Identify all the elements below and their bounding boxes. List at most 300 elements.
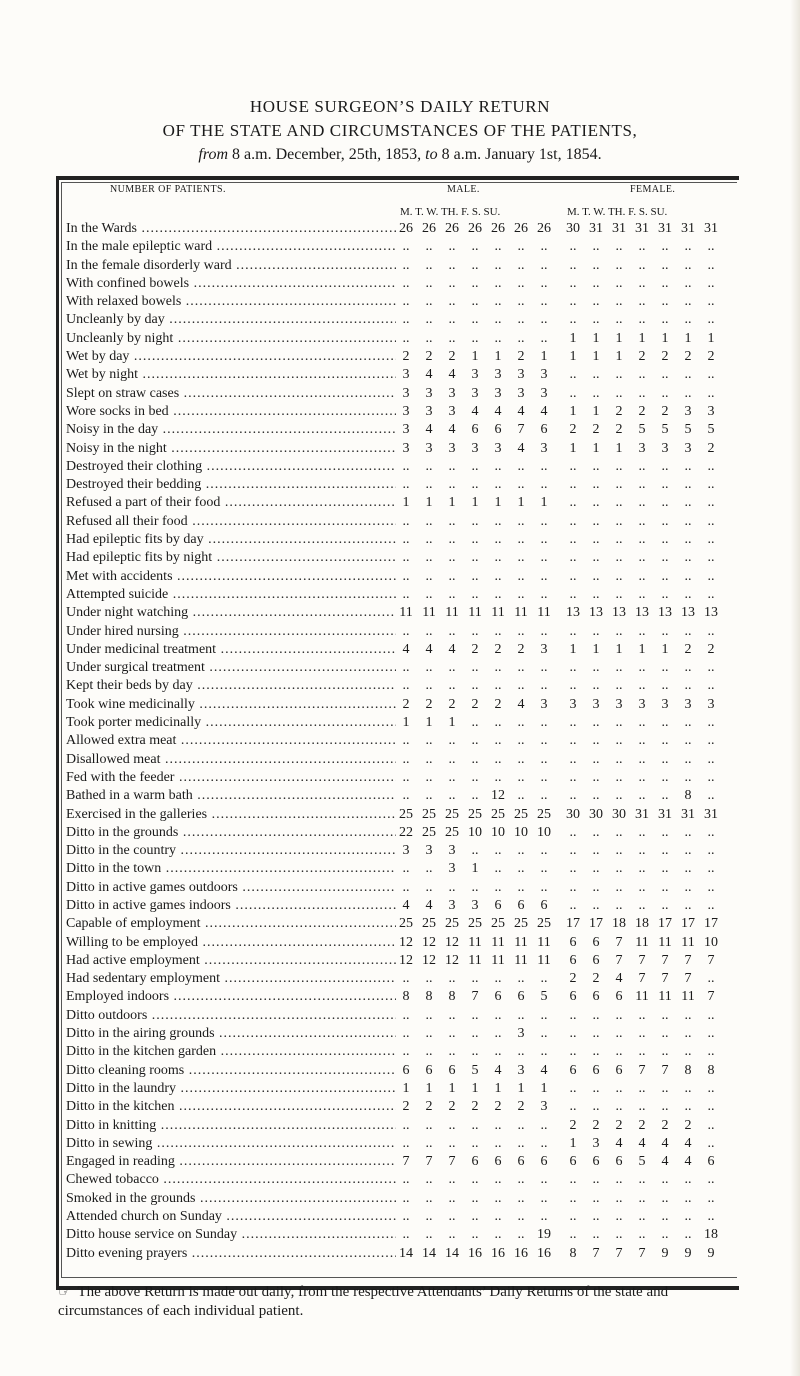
row-label: In the male epileptic ward .....	[66, 238, 396, 256]
male-cell: 6	[494, 989, 502, 1005]
male-cell: 2	[448, 1099, 456, 1115]
male-cell: ..	[540, 879, 548, 895]
female-values	[563, 806, 736, 824]
female-cell: 3	[684, 403, 692, 419]
male-cell: 3	[517, 367, 525, 383]
table-row	[66, 604, 736, 622]
male-cell: 25	[422, 916, 436, 932]
female-values	[563, 1007, 736, 1025]
female-cell: 1	[569, 440, 577, 456]
female-cell: ..	[615, 897, 623, 913]
female-values	[563, 440, 736, 458]
female-cell: ..	[684, 715, 692, 731]
female-cell: 6	[569, 1154, 577, 1170]
male-values	[396, 586, 563, 604]
male-cell: 3	[448, 897, 456, 913]
male-cell: ..	[425, 733, 433, 749]
female-cell: ..	[569, 751, 577, 767]
row-label: Under hired nursing .....	[66, 623, 396, 641]
male-cell: ..	[425, 275, 433, 291]
table-row	[66, 1043, 736, 1061]
male-cell: 11	[491, 952, 505, 968]
female-cell: ..	[638, 1026, 646, 1042]
female-cell: ..	[638, 843, 646, 859]
female-cell: ..	[707, 769, 715, 785]
row-label: Under surgical treatment .....	[66, 659, 396, 677]
male-cell: 2	[471, 696, 479, 712]
male-cell: 1	[471, 495, 479, 511]
female-cell: 1	[638, 641, 646, 657]
row-label: Wet by day .....	[66, 348, 396, 366]
female-cell: ..	[684, 532, 692, 548]
male-cell: 11	[445, 605, 459, 621]
male-values	[396, 220, 563, 238]
male-values	[396, 1226, 563, 1244]
female-values	[563, 1098, 736, 1116]
male-cell: 2	[448, 696, 456, 712]
female-cell: 2	[592, 971, 600, 987]
female-values	[563, 787, 736, 805]
female-cell: ..	[569, 550, 577, 566]
male-cell: 3	[494, 440, 502, 456]
female-values	[563, 275, 736, 293]
male-cell: ..	[517, 971, 525, 987]
female-cell: 4	[661, 1154, 669, 1170]
male-cell: 2	[402, 696, 410, 712]
female-cell: ..	[707, 257, 715, 273]
male-cell: ..	[517, 1135, 525, 1151]
male-cell: 4	[494, 1062, 502, 1078]
table-row	[66, 1062, 736, 1080]
female-cell: 2	[684, 1117, 692, 1133]
female-cell: ..	[707, 586, 715, 602]
male-cell: ..	[517, 586, 525, 602]
female-cell: 9	[707, 1245, 715, 1261]
female-cell: ..	[569, 513, 577, 529]
male-cell: ..	[540, 751, 548, 767]
male-cell: 25	[399, 916, 413, 932]
female-cell: 6	[569, 934, 577, 950]
male-cell: ..	[402, 1190, 410, 1206]
male-cell: ..	[471, 751, 479, 767]
female-cell: 11	[635, 934, 649, 950]
female-cell: 1	[569, 403, 577, 419]
female-cell: 2	[615, 422, 623, 438]
male-cell: ..	[471, 550, 479, 566]
male-cell: ..	[471, 1044, 479, 1060]
table-row	[66, 549, 736, 567]
female-cell: ..	[684, 257, 692, 273]
female-cell: ..	[661, 879, 669, 895]
male-cell: ..	[402, 1117, 410, 1133]
male-values	[396, 842, 563, 860]
female-cell: ..	[684, 495, 692, 511]
female-cell: ..	[615, 275, 623, 291]
female-cell: 5	[707, 422, 715, 438]
female-cell: ..	[592, 678, 600, 694]
female-cell: ..	[592, 385, 600, 401]
female-cell: 1	[569, 330, 577, 346]
female-cell: ..	[615, 367, 623, 383]
male-cell: 4	[402, 897, 410, 913]
female-cell: ..	[638, 733, 646, 749]
female-cell: ..	[592, 623, 600, 639]
row-label: Under medicinal treatment .....	[66, 641, 396, 659]
female-cell: ..	[638, 385, 646, 401]
female-cell: 5	[638, 422, 646, 438]
female-values	[563, 513, 736, 531]
male-cell: 26	[399, 221, 413, 236]
table-row	[66, 586, 736, 604]
female-cell: ..	[592, 788, 600, 804]
row-label: Attempted suicide .....	[66, 586, 396, 604]
male-values	[396, 494, 563, 512]
female-cell: 31	[704, 221, 718, 236]
male-cell: ..	[402, 532, 410, 548]
female-cell: 2	[638, 1117, 646, 1133]
female-cell: ..	[592, 294, 600, 310]
female-cell: ..	[661, 623, 669, 639]
male-cell: 6	[425, 1062, 433, 1078]
female-cell: ..	[661, 513, 669, 529]
female-cell: ..	[638, 623, 646, 639]
male-cell: 2	[517, 349, 525, 365]
female-values	[563, 842, 736, 860]
male-cell: ..	[425, 1135, 433, 1151]
female-cell: 6	[569, 1062, 577, 1078]
female-values	[563, 604, 736, 622]
title-line-2: OF THE STATE AND CIRCUMSTANCES OF THE PATIENTS,	[162, 121, 638, 140]
male-cell: ..	[494, 1117, 502, 1133]
male-cell: 11	[422, 605, 436, 621]
table-row	[66, 220, 736, 238]
female-values	[563, 1190, 736, 1208]
male-cell: ..	[517, 532, 525, 548]
male-cell: 3	[540, 641, 548, 657]
male-values	[396, 860, 563, 878]
patient-table-body	[66, 220, 736, 1263]
male-cell: ..	[517, 1190, 525, 1206]
row-label: Under night watching .....	[66, 604, 396, 622]
male-cell: 4	[471, 403, 479, 419]
female-cell: ..	[638, 239, 646, 255]
male-cell: ..	[425, 1026, 433, 1042]
column-header-number: NUMBER OF PATIENTS.	[110, 184, 226, 195]
row-label: Chewed tobacco .....	[66, 1171, 396, 1189]
female-cell: ..	[661, 385, 669, 401]
female-cell: ..	[638, 824, 646, 840]
female-cell: ..	[661, 1026, 669, 1042]
female-cell: 6	[569, 952, 577, 968]
female-cell: 1	[615, 440, 623, 456]
female-values	[563, 860, 736, 878]
male-cell: 6	[494, 1154, 502, 1170]
female-cell: ..	[661, 495, 669, 511]
row-label: Wore socks in bed .....	[66, 403, 396, 421]
female-cell: ..	[638, 1209, 646, 1225]
female-cell: 13	[566, 605, 580, 621]
table-row	[66, 897, 736, 915]
female-cell: ..	[638, 257, 646, 273]
female-cell: ..	[592, 275, 600, 291]
female-cell: ..	[707, 824, 715, 840]
male-cell: ..	[540, 1135, 548, 1151]
table-row	[66, 238, 736, 256]
male-cell: 1	[494, 349, 502, 365]
female-cell: ..	[707, 1172, 715, 1188]
female-cell: 6	[615, 989, 623, 1005]
male-cell: 12	[399, 952, 413, 968]
female-values	[563, 421, 736, 439]
female-cell: ..	[684, 568, 692, 584]
female-cell: 31	[681, 806, 695, 822]
row-label: Allowed extra meat .....	[66, 732, 396, 750]
male-values	[396, 641, 563, 659]
male-values	[396, 385, 563, 403]
male-cell: ..	[540, 788, 548, 804]
male-cell: ..	[425, 623, 433, 639]
male-cell: ..	[494, 1007, 502, 1023]
female-cell: ..	[638, 275, 646, 291]
table-row	[66, 970, 736, 988]
female-values	[563, 385, 736, 403]
male-cell: ..	[517, 312, 525, 328]
female-values	[563, 476, 736, 494]
female-cell: 5	[638, 1154, 646, 1170]
row-label: Met with accidents .....	[66, 568, 396, 586]
male-values	[396, 879, 563, 897]
female-cell: 18	[704, 1227, 718, 1243]
male-cell: ..	[494, 1135, 502, 1151]
female-cell: 7	[684, 952, 692, 968]
male-cell: 6	[471, 422, 479, 438]
female-cell: 1	[661, 641, 669, 657]
female-cell: ..	[569, 843, 577, 859]
male-cell: ..	[402, 477, 410, 493]
male-cell: ..	[425, 330, 433, 346]
male-cell: 1	[540, 1080, 548, 1096]
male-cell: ..	[425, 458, 433, 474]
female-cell: ..	[707, 495, 715, 511]
male-cell: 1	[471, 349, 479, 365]
table-row	[66, 1135, 736, 1153]
male-cell: 25	[445, 806, 459, 822]
table-row	[66, 440, 736, 458]
female-cell: ..	[684, 733, 692, 749]
male-values	[396, 806, 563, 824]
male-cell: ..	[402, 1227, 410, 1243]
male-cell: ..	[471, 568, 479, 584]
male-cell: 2	[517, 1099, 525, 1115]
male-cell: 25	[491, 916, 505, 932]
male-cell: ..	[471, 312, 479, 328]
male-cell: 2	[471, 641, 479, 657]
female-cell: 4	[661, 1135, 669, 1151]
female-values	[563, 1025, 736, 1043]
female-cell: ..	[592, 1026, 600, 1042]
table-row	[66, 751, 736, 769]
male-cell: ..	[540, 312, 548, 328]
female-values	[563, 403, 736, 421]
male-cell: ..	[540, 550, 548, 566]
female-values	[563, 1171, 736, 1189]
female-cell: 2	[707, 641, 715, 657]
male-cell: 3	[540, 385, 548, 401]
female-cell: 30	[589, 806, 603, 822]
female-cell: 31	[658, 806, 672, 822]
male-cell: 26	[514, 221, 528, 236]
table-row	[66, 952, 736, 970]
female-cell: ..	[615, 495, 623, 511]
male-cell: ..	[540, 1026, 548, 1042]
male-cell: 6	[540, 897, 548, 913]
female-cell: ..	[661, 1080, 669, 1096]
female-cell: ..	[569, 861, 577, 877]
female-cell: ..	[592, 861, 600, 877]
male-cell: ..	[402, 879, 410, 895]
female-cell: ..	[615, 1026, 623, 1042]
female-cell: ..	[661, 568, 669, 584]
row-label: Ditto house service on Sunday .....	[66, 1226, 396, 1244]
male-cell: ..	[448, 1135, 456, 1151]
female-cell: 18	[612, 916, 626, 932]
male-cell: ..	[425, 861, 433, 877]
male-cell: 19	[537, 1227, 551, 1243]
female-cell: ..	[684, 458, 692, 474]
male-cell: 2	[402, 1099, 410, 1115]
female-cell: ..	[615, 1080, 623, 1096]
male-cell: ..	[494, 733, 502, 749]
table-row	[66, 787, 736, 805]
male-cell: ..	[448, 751, 456, 767]
female-values	[563, 952, 736, 970]
male-cell: ..	[517, 879, 525, 895]
table-row	[66, 623, 736, 641]
male-cell: 12	[491, 788, 505, 804]
male-cell: ..	[517, 861, 525, 877]
female-cell: 13	[681, 605, 695, 621]
table-row	[66, 860, 736, 878]
male-cell: ..	[540, 1190, 548, 1206]
male-cell: 6	[517, 1154, 525, 1170]
female-cell: 31	[612, 221, 626, 236]
male-values	[396, 311, 563, 329]
female-cell: ..	[615, 257, 623, 273]
table-row	[66, 330, 736, 348]
female-cell: ..	[615, 458, 623, 474]
female-values	[563, 293, 736, 311]
female-cell: ..	[638, 1172, 646, 1188]
female-cell: ..	[638, 1044, 646, 1060]
female-values	[563, 714, 736, 732]
male-cell: ..	[425, 257, 433, 273]
female-cell: ..	[661, 586, 669, 602]
female-cell: 7	[592, 1245, 600, 1261]
male-cell: ..	[517, 678, 525, 694]
male-cell: ..	[402, 1172, 410, 1188]
male-cell: ..	[448, 275, 456, 291]
male-cell: ..	[494, 330, 502, 346]
male-cell: ..	[448, 330, 456, 346]
male-cell: ..	[425, 312, 433, 328]
female-cell: ..	[707, 660, 715, 676]
female-cell: 10	[704, 934, 718, 950]
female-cell: ..	[569, 1044, 577, 1060]
male-cell: ..	[425, 751, 433, 767]
male-cell: ..	[540, 1209, 548, 1225]
female-cell: 6	[569, 989, 577, 1005]
female-values	[563, 1153, 736, 1171]
male-cell: ..	[540, 239, 548, 255]
female-cell: ..	[707, 239, 715, 255]
female-cell: 6	[592, 1154, 600, 1170]
table-row	[66, 696, 736, 714]
table-row	[66, 458, 736, 476]
male-cell: 10	[468, 824, 482, 840]
male-cell: ..	[402, 971, 410, 987]
male-cell: ..	[402, 1026, 410, 1042]
female-cell: ..	[661, 1227, 669, 1243]
female-cell: 7	[661, 971, 669, 987]
female-values	[563, 257, 736, 275]
female-cell: ..	[707, 678, 715, 694]
male-values	[396, 604, 563, 622]
female-cell: ..	[661, 257, 669, 273]
table-row	[66, 641, 736, 659]
female-cell: 11	[681, 989, 695, 1005]
male-cell: 26	[445, 221, 459, 236]
female-cell: 31	[704, 806, 718, 822]
female-cell: ..	[661, 367, 669, 383]
male-cell: ..	[402, 678, 410, 694]
female-values	[563, 1226, 736, 1244]
pointing-hand-icon: ☞	[58, 1284, 72, 1300]
table-row	[66, 421, 736, 439]
title-line-1: HOUSE SURGEON’S DAILY RETURN	[249, 97, 551, 116]
female-cell: ..	[569, 367, 577, 383]
female-cell: ..	[615, 477, 623, 493]
female-values	[563, 366, 736, 384]
female-cell: ..	[638, 495, 646, 511]
male-values	[396, 549, 563, 567]
male-cell: 11	[514, 934, 528, 950]
female-cell: ..	[592, 586, 600, 602]
female-cell: 31	[658, 221, 672, 236]
female-cell: 6	[615, 1062, 623, 1078]
female-cell: ..	[707, 275, 715, 291]
male-values	[396, 476, 563, 494]
male-cell: ..	[402, 513, 410, 529]
male-cell: 3	[540, 440, 548, 456]
female-cell: ..	[707, 1007, 715, 1023]
male-cell: 1	[448, 495, 456, 511]
female-cell: 6	[615, 1154, 623, 1170]
male-cell: ..	[540, 971, 548, 987]
female-cell: ..	[615, 294, 623, 310]
male-values	[396, 568, 563, 586]
female-cell: ..	[661, 275, 669, 291]
female-cell: ..	[569, 1026, 577, 1042]
male-values	[396, 1190, 563, 1208]
male-values	[396, 1007, 563, 1025]
column-header-male: MALE.	[447, 184, 480, 195]
female-cell: 2	[569, 971, 577, 987]
male-values	[396, 751, 563, 769]
male-values	[396, 458, 563, 476]
female-cell: 3	[638, 440, 646, 456]
male-cell: 4	[448, 422, 456, 438]
male-values	[396, 952, 563, 970]
